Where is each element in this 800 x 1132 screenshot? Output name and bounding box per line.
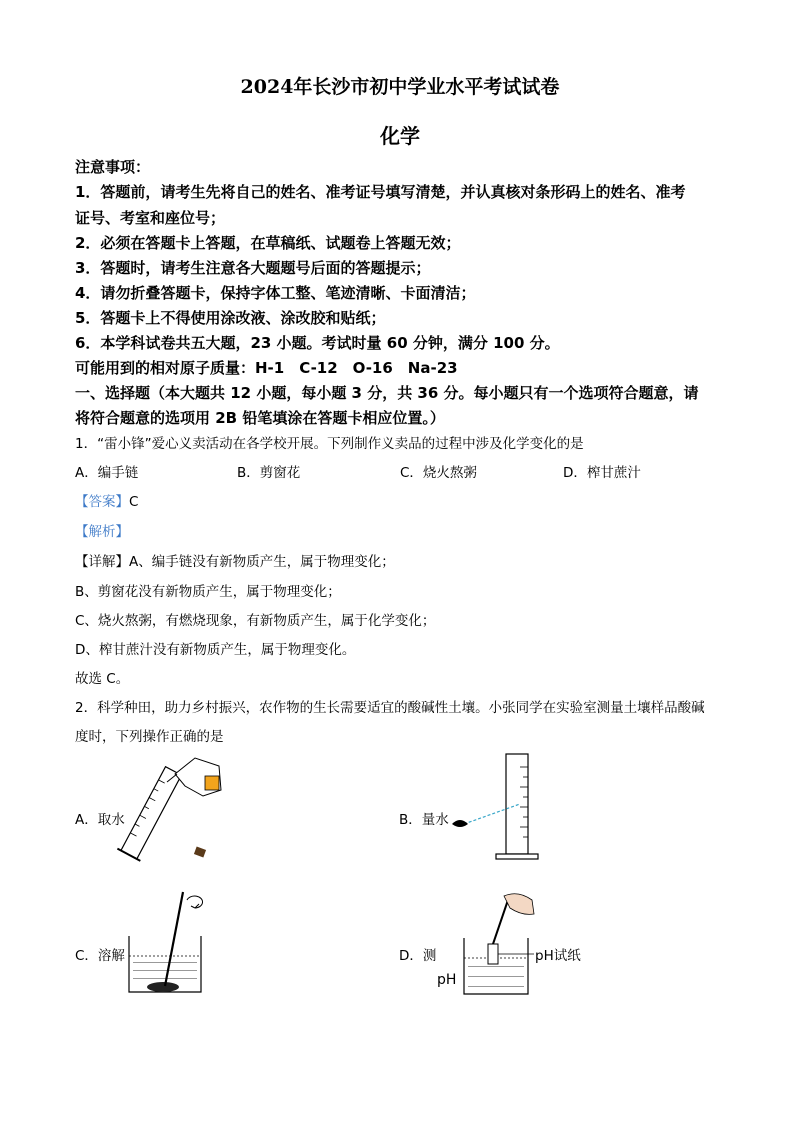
section-1-heading-line-1: 一、选择题（本大题共 12 小题，每小题 3 分，共 36 分。每小题只有一个选项符合题意，请 — [75, 384, 699, 402]
notice-item-1-line-1: 1．答题前，请考生先将自己的姓名、准考证号填写清楚，并认真核对条形码上的姓名、准考 — [75, 183, 686, 201]
ph-paper-label: pH试纸 — [535, 948, 581, 964]
detail-a-text: A、编手链没有新物质产生，属于物理变化； — [129, 554, 395, 570]
detail-tag: 【详解】 — [75, 554, 129, 570]
q1-option-d: D．榨甘蔗汁 — [563, 465, 641, 481]
q1-detail-a — [75, 550, 395, 570]
answer-value: C — [129, 494, 139, 510]
subject-title: 化学 — [380, 124, 420, 148]
notice-heading: 注意事项： — [75, 158, 151, 176]
q2-stem-line-2: 度时，下列操作正确的是 — [75, 729, 224, 745]
q2-stem-line-1: 2．科学种田，助力乡村振兴，农作物的生长需要适宜的酸碱性土壤。小张同学在实验室测量土壤样品酸碱 — [75, 700, 705, 716]
q2-option-d: D．测 — [399, 948, 437, 964]
section-1-heading-line-2: 将符合题意的选项用 2B 铅笔填涂在答题卡相应位置。） — [75, 409, 445, 427]
ph-test-illustration — [458, 892, 538, 998]
notice-item-5: 5．答题卡上不得使用涂改液、涂改胶和贴纸； — [75, 309, 386, 327]
q1-option-c: C．烧火熬粥 — [400, 465, 477, 481]
q1-conclusion: 故选 C。 — [75, 671, 130, 687]
q1-option-a: A．编手链 — [75, 465, 139, 481]
q1-option-b: B．剪窗花 — [237, 465, 301, 481]
exam-title: 2024年长沙市初中学业水平考试试卷 — [240, 76, 560, 98]
pouring-water-illustration — [115, 752, 230, 867]
analysis-tag: 【解析】 — [75, 524, 129, 540]
q1-detail-b: B、剪窗花没有新物质产生，属于物理变化； — [75, 584, 341, 600]
answer-tag: 【答案】 — [75, 494, 129, 510]
notice-item-3: 3．答题时，请考生注意各大题题号后面的答题提示； — [75, 259, 431, 277]
q2-option-c: C．溶解 — [75, 948, 125, 964]
notice-item-1-line-2: 证号、考室和座位号； — [75, 209, 226, 227]
notice-item-2: 2．必须在答题卡上答题，在草稿纸、试题卷上答题无效； — [75, 234, 461, 252]
q1-detail-c: C、烧火熬粥，有燃烧现象，有新物质产生，属于化学变化； — [75, 613, 436, 629]
atomic-mass-line: 可能用到的相对原子质量：H-1 C-12 O-16 Na-23 — [75, 359, 458, 377]
q1-answer-line — [75, 490, 138, 510]
notice-item-4: 4．请勿折叠答题卡，保持字体工整、笔迹清晰、卡面清洁； — [75, 284, 476, 302]
ph-label: pH — [437, 972, 457, 988]
measuring-water-illustration — [448, 752, 558, 864]
q1-stem: 1．“雷小锋”爱心义卖活动在各学校开展。下列制作义卖品的过程中涉及化学变化的是 — [75, 436, 584, 452]
q1-detail-d: D、榨甘蔗汁没有新物质产生，属于物理变化。 — [75, 642, 356, 658]
notice-item-6: 6．本学科试卷共五大题，23 小题。考试时量 60 分钟，满分 100 分。 — [75, 334, 560, 352]
q2-option-a: A．取水 — [75, 812, 125, 828]
dissolving-illustration — [125, 886, 210, 998]
q1-analysis-line — [75, 520, 129, 540]
q2-option-b: B．量水 — [399, 812, 449, 828]
